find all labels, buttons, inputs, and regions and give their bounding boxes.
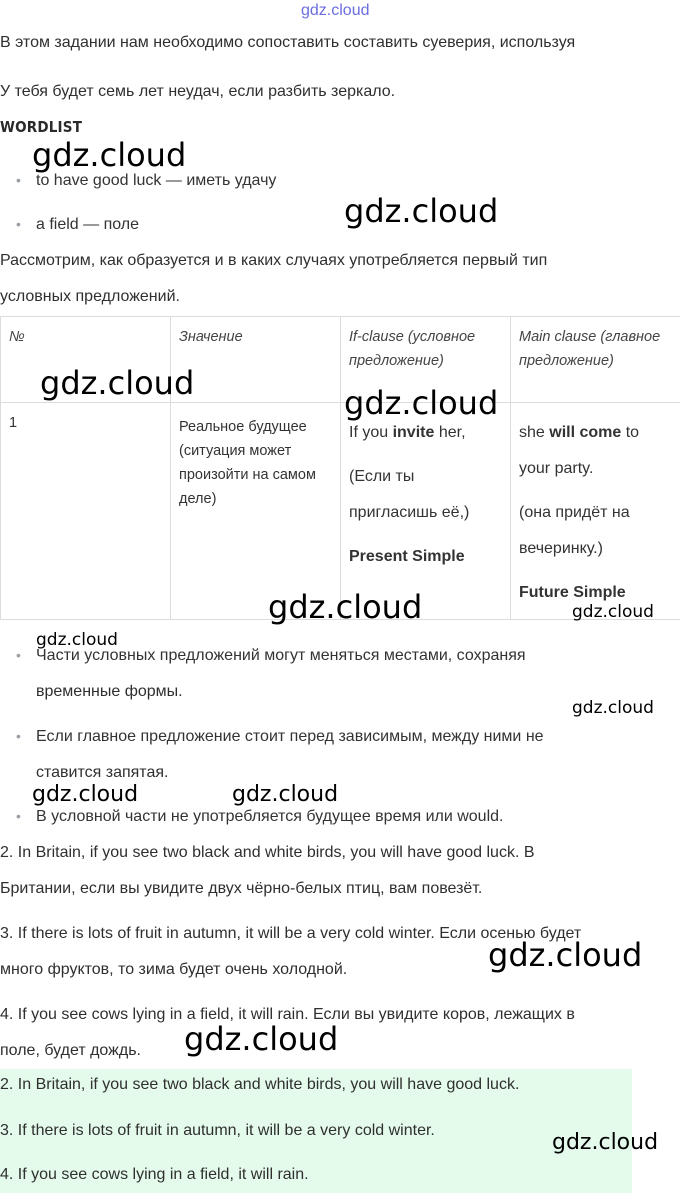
- bullet-icon: •: [16, 647, 21, 663]
- watermark: gdz.cloud: [32, 136, 187, 174]
- intro-line-2: У тебя будет семь лет неудач, если разбить зеркало.: [0, 83, 396, 100]
- sentence-4-line-1: 4. If you see cows lying in a field, it will rain. Если вы увидите коров, лежащих в: [0, 1006, 575, 1023]
- sentence-3-line-2: много фруктов, то зима будет очень холодной.: [0, 961, 348, 978]
- watermark: gdz.cloud: [32, 782, 139, 807]
- watermark: gdz.cloud: [40, 364, 195, 402]
- table-header-cell: If-clause (условное предложение): [341, 317, 511, 403]
- table-cell-number: 1: [1, 403, 171, 620]
- answer-line: 3. If there is lots of fruit in autumn, it will be a very cold winter.: [0, 1122, 435, 1139]
- conditional-table: [0, 316, 680, 620]
- watermark: gdz.cloud: [552, 1130, 659, 1155]
- watermark: gdz.cloud: [232, 782, 339, 807]
- tense-label: Present Simple: [349, 548, 465, 565]
- explanation-line-2: условных предложений.: [0, 288, 180, 305]
- answer-line: 4. If you see cows lying in a field, it will rain.: [0, 1166, 309, 1183]
- watermark: gdz.cloud: [344, 192, 499, 230]
- bullet-icon: •: [16, 172, 21, 188]
- watermark: gdz.cloud: [572, 698, 654, 718]
- answer-line: 2. In Britain, if you see two black and white birds, you will have good luck.: [0, 1076, 520, 1093]
- wordlist-heading: WORDLIST: [0, 118, 83, 136]
- explanation-line-1: Рассмотрим, как образуется и в каких случаях употребляется первый тип: [0, 252, 548, 269]
- watermark: gdz.cloud: [572, 602, 654, 622]
- table-row: [1, 403, 680, 620]
- watermark: gdz.cloud: [184, 1020, 339, 1058]
- note-item-continuation: временные формы.: [36, 683, 183, 700]
- bullet-icon: •: [16, 728, 21, 744]
- site-link[interactable]: gdz.cloud: [301, 2, 370, 19]
- bullet-icon: •: [16, 216, 21, 232]
- table-cell-if-clause: If you invite her, (Если ты пригласишь её,) Present Simple: [341, 403, 511, 620]
- intro-line-1: В этом задании нам необходимо сопоставить составить суеверия, используя: [0, 34, 576, 51]
- tense-label: Future Simple: [519, 584, 626, 601]
- sentence-2-line-1: 2. In Britain, if you see two black and white birds, you will have good luck. В: [0, 844, 535, 861]
- sentence-3-line-1: 3. If there is lots of fruit in autumn, it will be a very cold winter. Если осенью будет: [0, 925, 582, 942]
- watermark: gdz.cloud: [36, 630, 118, 650]
- watermark: gdz.cloud: [268, 588, 423, 626]
- watermark: gdz.cloud: [344, 384, 499, 422]
- table-header-cell: Значение: [171, 317, 341, 403]
- sentence-2-line-2: Британии, если вы увидите двух чёрно-белых птиц, вам повезёт.: [0, 880, 483, 897]
- watermark: gdz.cloud: [488, 936, 643, 974]
- note-item-continuation: ставится запятая.: [36, 764, 169, 781]
- table-cell-main-clause: she will come to your party. (она придёт на вечеринку.) Future Simple: [511, 403, 680, 620]
- table-header-cell: Main clause (главное предложение): [511, 317, 680, 403]
- table-header-cell: №: [1, 317, 171, 403]
- sentence-4-line-2: поле, будет дождь.: [0, 1042, 141, 1059]
- bullet-icon: •: [16, 808, 21, 824]
- table-cell-meaning: Реальное будущее (ситуация может произойти на самом деле): [171, 403, 341, 620]
